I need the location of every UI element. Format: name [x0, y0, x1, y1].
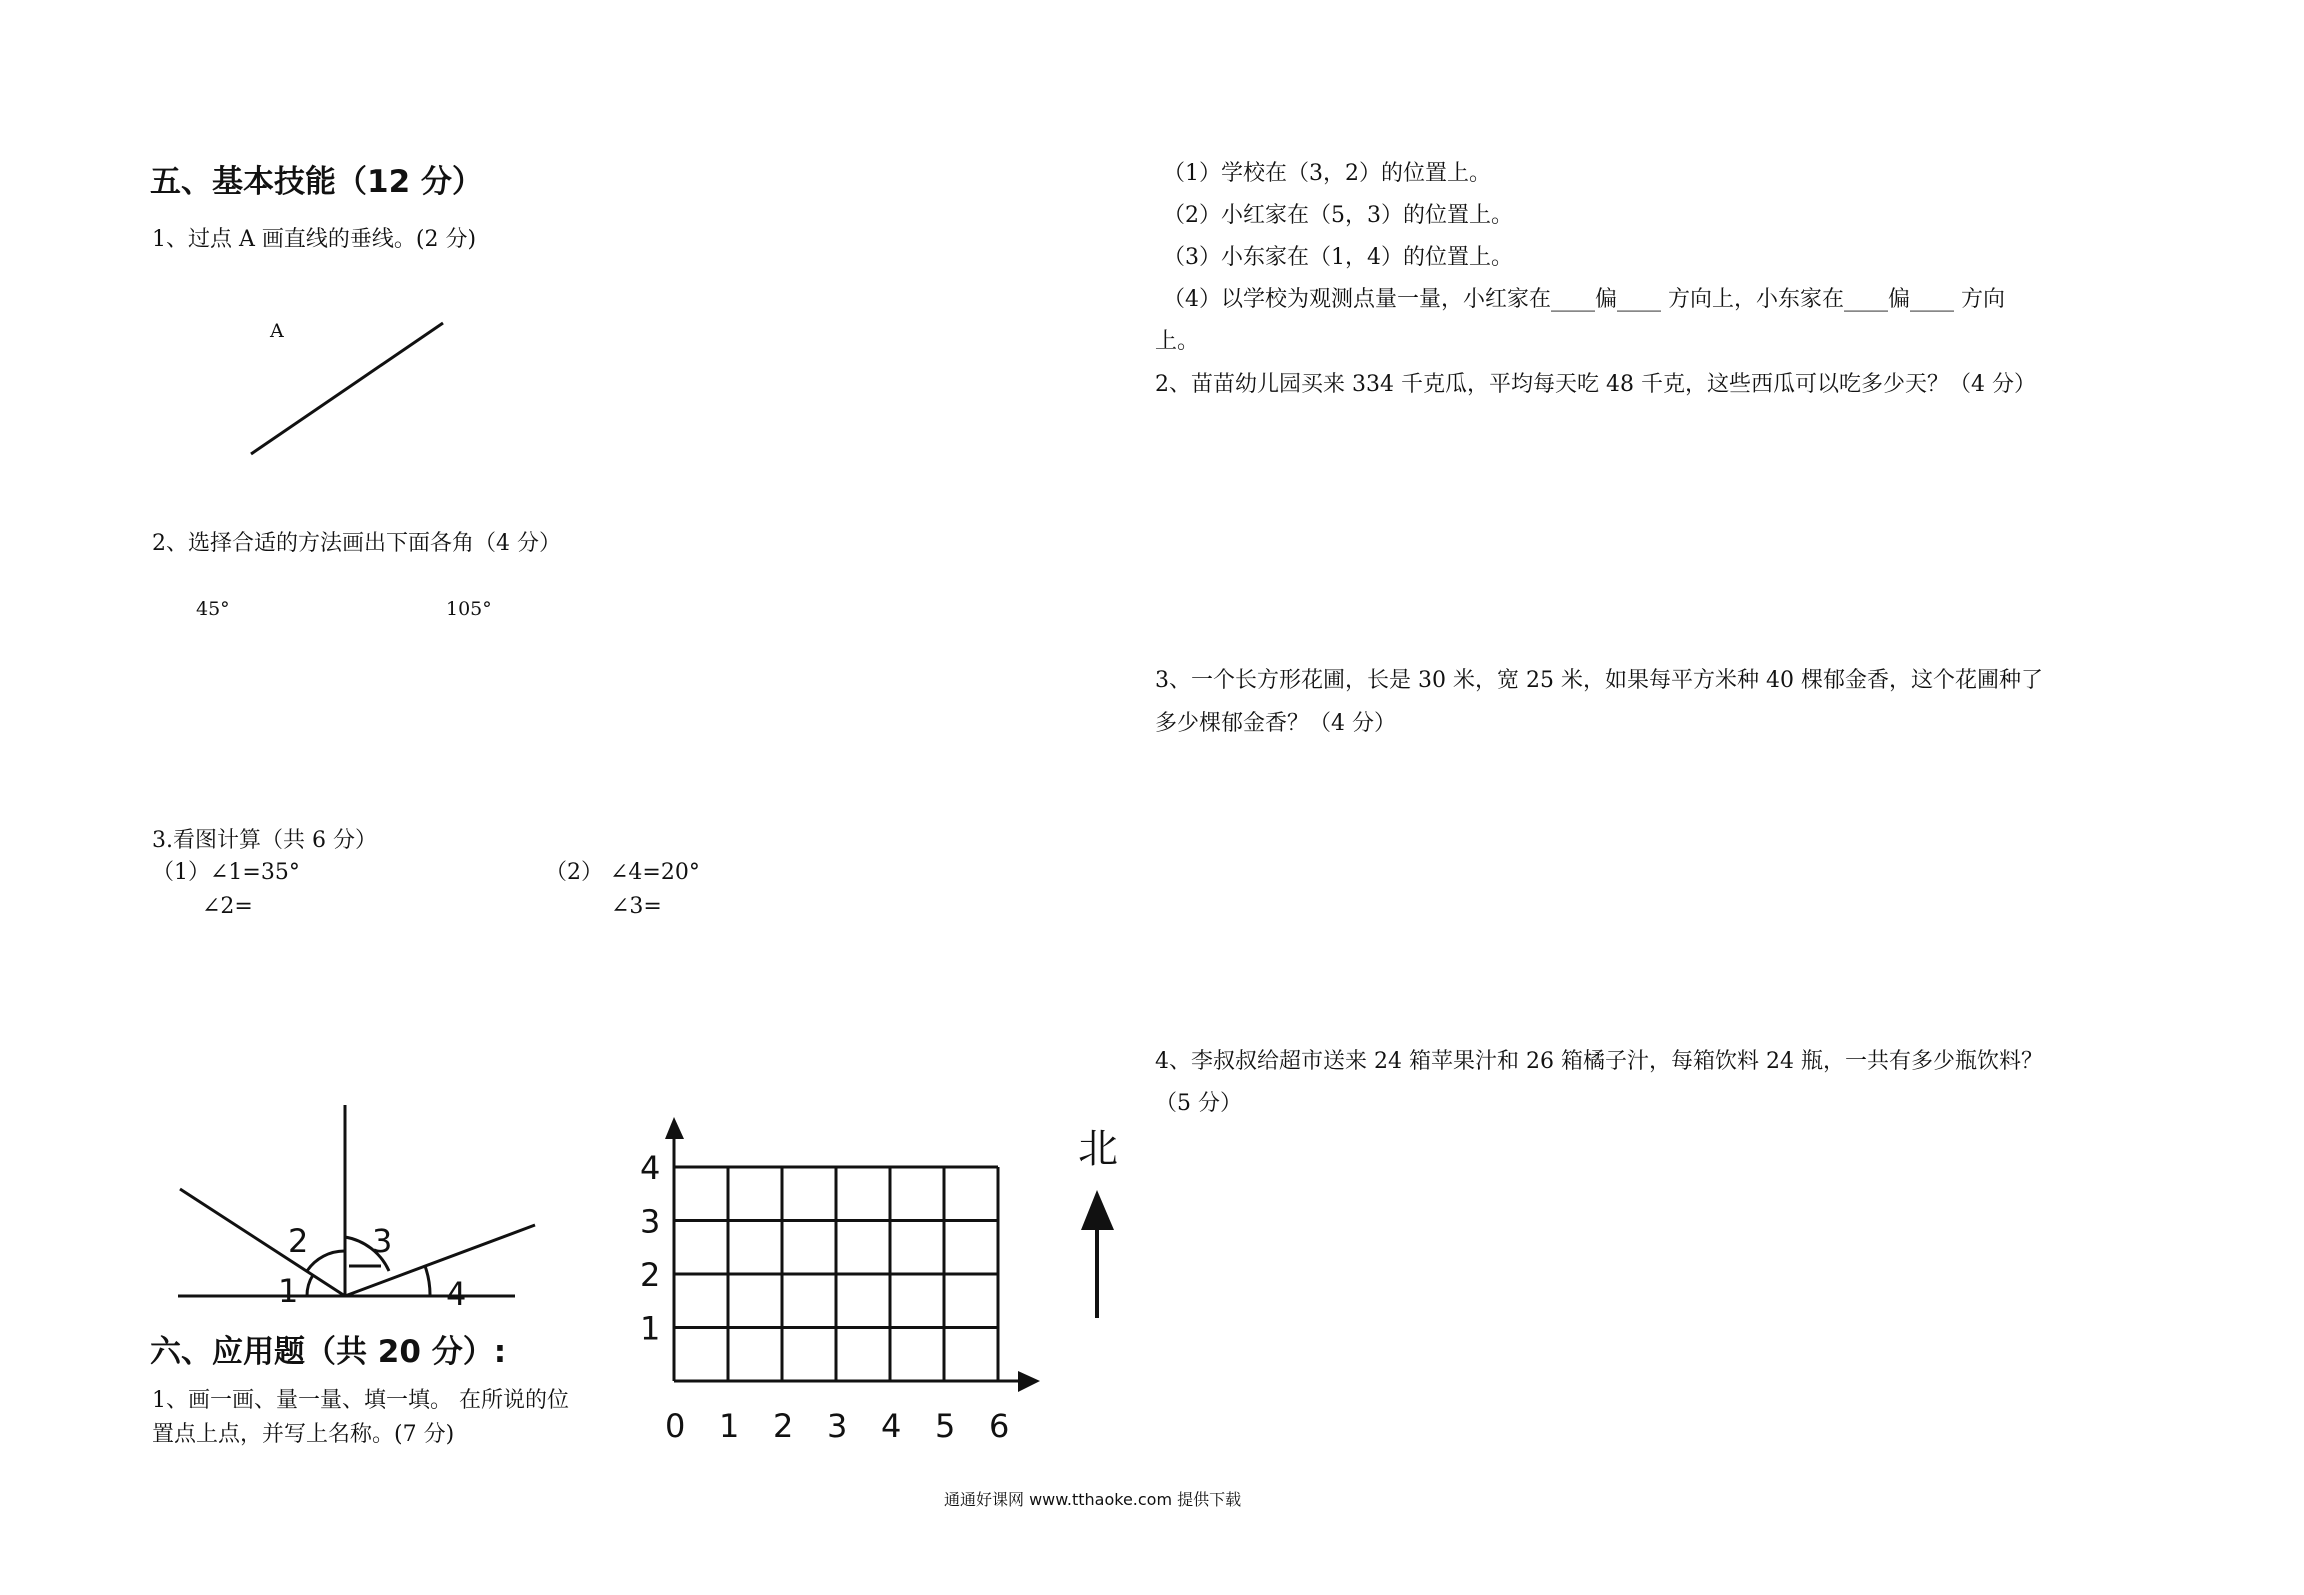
x-axis-tick-label: 0	[665, 1407, 686, 1445]
point-a-label: A	[270, 320, 284, 342]
q3-part2-answer: ∠3=	[611, 894, 662, 919]
angle-4-label: 4	[446, 1275, 467, 1313]
x-axis-tick-label: 1	[719, 1407, 740, 1445]
angle-3-label: 3	[372, 1222, 393, 1260]
angle-left-ray	[180, 1189, 345, 1296]
angle-45-label: 45°	[196, 598, 230, 620]
angle-figure	[178, 1105, 535, 1296]
app-q1-line1: 1、画一画、量一量、填一填。 在所说的位	[152, 1388, 569, 1413]
q3-part1-given: （1）∠1=35°	[152, 860, 300, 885]
y-axis-tick-label: 4	[640, 1149, 661, 1187]
section6-title: 六、应用题（共 20 分）:	[150, 1334, 507, 1370]
q3-part2-given: （2） ∠4=20°	[545, 860, 700, 885]
north-arrow-head	[1081, 1190, 1114, 1230]
x-axis-tick-label: 2	[773, 1407, 794, 1445]
question-2-draw-angles: 2、选择合适的方法画出下面各角（4 分）	[152, 531, 561, 556]
app-q1-line2: 置点上点，并写上名称。(7 分)	[152, 1422, 455, 1447]
y-axis-labels	[640, 1149, 660, 1348]
app-q4-line1: 4、李叔叔给超市送来 24 箱苹果汁和 26 箱橘子汁，每箱饮料 24 瓶，一共有多少瓶饮料？	[1155, 1049, 2043, 1074]
line-for-perpendicular	[251, 320, 443, 454]
right-item-3: （3）小东家在（1，4）的位置上。	[1163, 245, 1513, 270]
question-1-draw-perpendicular: 1、过点 A 画直线的垂线。(2 分)	[152, 227, 477, 252]
north-label: 北	[1078, 1126, 1118, 1172]
x-axis-arrowhead	[1018, 1371, 1040, 1392]
footer-credit: 通通好课网 www.tthaoke.com 提供下载	[944, 1490, 1242, 1509]
app-q3-line2: 多少棵郁金香？（4 分）	[1155, 711, 1396, 736]
section5-title: 五、基本技能（12 分）	[150, 164, 483, 200]
x-axis-tick-label: 5	[935, 1407, 956, 1445]
question-3-calculate: 3.看图计算（共 6 分）	[152, 828, 377, 853]
y-axis-tick-label: 1	[640, 1309, 661, 1348]
x-axis-tick-label: 3	[827, 1407, 848, 1445]
y-axis-tick-label: 3	[640, 1202, 661, 1241]
x-axis-labels	[665, 1407, 1009, 1445]
y-axis-tick-label: 2	[640, 1256, 661, 1294]
app-q4-line2: （5 分）	[1155, 1091, 1242, 1116]
angle-1-arc	[307, 1275, 313, 1296]
y-axis-arrowhead	[665, 1117, 684, 1139]
angle-1-label: 1	[278, 1272, 299, 1310]
angle-105-label: 105°	[446, 598, 492, 620]
right-item-1: （1）学校在（3，2）的位置上。	[1163, 161, 1491, 186]
x-axis-tick-label: 4	[881, 1407, 902, 1445]
angle-2-label: 2	[288, 1222, 309, 1260]
angle-4-arc	[425, 1266, 430, 1296]
right-item-2: （2）小红家在（5，3）的位置上。	[1163, 203, 1513, 228]
app-q3-line1: 3、一个长方形花圃，长是 30 米，宽 25 米，如果每平方米种 40 棵郁金香，这个花圃种了	[1155, 668, 2043, 693]
x-axis-tick-label: 6	[989, 1407, 1010, 1445]
coordinate-grid	[674, 1125, 1030, 1381]
angle-2-arc	[307, 1251, 345, 1271]
q3-part1-answer: ∠2=	[202, 894, 253, 919]
right-item-4-line2: 上。	[1155, 329, 1200, 354]
right-item-4-line1: （4）以学校为观测点量一量，小红家在____偏____ 方向上，小东家在____偏____ 方向	[1163, 287, 2005, 312]
app-q2: 2、苗苗幼儿园买来 334 千克瓜，平均每天吃 48 千克，这些西瓜可以吃多少天？（4 分）	[1155, 372, 2036, 397]
